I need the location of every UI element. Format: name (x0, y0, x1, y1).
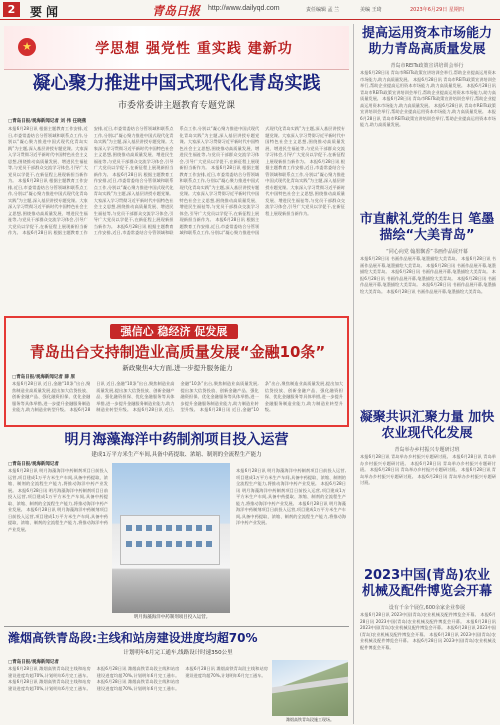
story3-byline: □青岛日报/观海新闻记者 (8, 660, 59, 665)
page-number: 2 (3, 2, 20, 17)
site-url[interactable]: http://www.dailyqd.com (208, 5, 280, 12)
top-banner (4, 26, 349, 70)
feature-byline: □青岛日报/观海新闻记者 薛 原 (12, 375, 76, 380)
sidebar-b-body: 本报6月28日讯 书画作品展开幕,笔墨描绘大美青岛。 本报6月28日讯 书画作品展开幕,笔墨描绘大美青岛。 本报6月28日讯 书画作品展开幕,笔墨描绘大美青岛。 本报6月28日讯 书画作品展开幕,笔墨描绘大美青岛。 本报6月28日讯 书画作品展开幕,笔墨描绘大美青岛。 本报6月28日讯 书画作品展开幕,笔墨描绘大美青岛。 本报6月28日讯 书画作品展开幕,笔墨描绘大美青岛。 本报6月28日讯 书画作品展开幕,笔墨描绘大美青岛。 (360, 256, 496, 294)
banner-slogan: 学思想 强党性 重实践 建新功 (95, 41, 293, 57)
lead-headline: 凝心聚力推进中国式现代化青岛实践 (32, 73, 321, 94)
factory-photo (112, 463, 230, 613)
factory-building (120, 515, 220, 565)
editor: 责任编辑 孟 兰 (306, 7, 340, 13)
lead-subhead: 市委常委讲主题教育专题党课 (117, 101, 235, 111)
bridge-deck (272, 677, 348, 694)
feature-article (4, 316, 349, 427)
column-rule (353, 24, 354, 724)
story3-subhead: 计划明年6月完工通车,线路设计时速350公里 (123, 650, 233, 656)
railway-photo (272, 660, 348, 716)
story2-byline: □青岛日报/观海新闻记者 (8, 462, 59, 467)
sidebar-d-body: 本报6月28日讯 2023中国(青岛)农业机械及配件博览会开幕。 本报6月28日讯 2023中国(青岛)农业机械及配件博览会开幕。 本报6月28日讯 2023中国(青岛)农业机械及配件博览会开幕。 本报6月28日讯 2023中国(青岛)农业机械及配件博览会开幕。 本报6月28日讯 2023中国(青岛)农业机械及配件博览会开幕。 本报6月28日讯 2023中国(青岛)农业机械及配件博览会开幕。 (360, 612, 496, 650)
story3-body: 本报6月28日讯 潍烟高铁青岛段主线和站房建设进度均超70%,计划明年6月完工通车。 本报6月28日讯 潍烟高铁青岛段主线和站房建设进度均超70%,计划明年6月完工通车。 本报6月28日讯 潍烟高铁青岛段主线和站房建设进度均超70%,计划明年6月完工通车。 本报6月28日讯 潍烟高铁青岛段主线和站房建设进度均超70%,计划明年6月完工通车。 本报6月28日讯 潍烟高铁青岛段主线和站房建设进度均超70%,计划明年6月完工通车。 (8, 666, 268, 691)
feature-headline: 青岛出台支持制造业高质量发展“金融10条” (29, 343, 326, 361)
factory-windows (126, 525, 214, 531)
divider (4, 626, 349, 627)
section-name: 要闻 (30, 5, 63, 19)
review: 美编 王琦 (360, 7, 382, 13)
sidebar-c-body: 本报6月28日讯 青岛举办乡村振兴专题研讨班。 本报6月28日讯 青岛举办乡村振兴专题研讨班。 本报6月28日讯 青岛举办乡村振兴专题研讨班。 本报6月28日讯 青岛举办乡村振兴专题研讨班。 本报6月28日讯 青岛举办乡村振兴专题研讨班。 本报6月28日讯 青岛举办乡村振兴专题研讨班。 (360, 454, 496, 485)
sidebar-a-headline: 提高运用资本市场能力 助力青岛高质量发展 (361, 26, 492, 57)
lead-body: 本报6月28日讯 根据主题教育工作安排,近日,市委常委结合分管领域和联系点工作,分别以“凝心聚力推进中国式现代化青岛实践”为主题,深入基层讲授专题党课。大家深入学习贯彻习近平新时代中国特色社会主义思想,围绕推动高质量发展、增进民生福祉等,与党员干部群众交流学习体会,引导广大党员以学促干,在新征程上展现新担当新作为。 本报6月28日讯 根据主题教育工作安排,近日,市委常委结合分管领域和联系点工作,分别以“凝心聚力推进中国式现代化青岛实践”为主题,深入基层讲授专题党课。大家深入学习贯彻习近平新时代中国特色社会主义思想,围绕推动高质量发展、增进民生福祉等,与党员干部群众交流学习体会,引导广大党员以学促干,在新征程上展现新担当新作为。 本报6月28日讯 根据主题教育工作安排,近日,市委常委结合分管领域和联系点工作,分别以“凝心聚力推进中国式现代化青岛实践”为主题,深入基层讲授专题党课。大家深入学习贯彻习近平新时代中国特色社会主义思想,围绕推动高质量发展、增进民生福祉等,与党员干部群众交流学习体会,引导广大党员以学促干,在新征程上展现新担当新作为。 本报6月28日讯 根据主题教育工作安排,近日,市委常委结合分管领域和联系点工作,分别以“凝心聚力推进中国式现代化青岛实践”为主题,深入基层讲授专题党课。大家深入学习贯彻习近平新时代中国特色社会主义思想,围绕推动高质量发展、增进民生福祉等,与党员干部群众交流学习体会,引导广大党员以学促干,在新征程上展现新担当新作为。 本报6月28日讯 根据主题教育工作安排,近日,市委常委结合分管领域和联系点工作,分别以“凝心聚力推进中国式现代化青岛实践”为主题,深入基层讲授专题党课。大家深入学习贯彻习近平新时代中国特色社会主义思想,围绕推动高质量发展、增进民生福祉等,与党员干部群众交流学习体会,引导广大党员以学促干,在新征程上展现新担当新作为。 本报6月28日讯 根据主题教育工作安排,近日,市委常委结合分管领域和联系点工作,分别以“凝心聚力推进中国式现代化青岛实践”为主题,深入基层讲授专题党课。大家深入学习贯彻习近平新时代中国特色社会主义思想,围绕推动高质量发展、增进民生福祉等,与党员干部群众交流学习体会,引导广大党员以学促干,在新征程上展现新担当新作为。 本报6月28日讯 根据主题教育工作安排,近日,市委常委结合分管领域和联系点工作,分别以“凝心聚力推进中国式现代化青岛实践”为主题,深入基层讲授专题党课。大家深入学习贯彻习近平新时代中国特色社会主义思想,围绕推动高质量发展、增进民生福祉等,与党员干部群众交流学习体会,引导广大党员以学促干,在新征程上展现新担当新作为。 本报6月28日讯 根据主题教育工作安排,近日,市委常委结合分管领域和联系点工作,分别以“凝心聚力推进中国式现代化青岛实践”为主题,深入基层讲授专题党课。大家深入学习贯彻习近平新时代中国特色社会主义思想,围绕推动高质量发展、增进民生福祉等,与党员干部群众交流学习体会,引导广大党员以学促干,在新征程上展现新担当新作为。 (8, 126, 345, 235)
story3-headline: 潍烟高铁青岛段:主线和站房建设进度均超70% (8, 631, 258, 645)
masthead (0, 0, 500, 20)
story3-caption: 潍烟高铁青岛段施工现场。 (286, 717, 334, 722)
sidebar-b-headline: 市直献礼党的生日 笔墨描绘“大美青岛” (359, 212, 495, 243)
sidebar-b-sub: “同心向党 翰墨飘香”书画作品展开幕 (386, 249, 468, 255)
sidebar-c-headline: 凝聚共识汇聚力量 加快农业现代化发展 (359, 410, 495, 441)
sidebar-d-headline: 2023中国(青岛)农业机械及配件博览会开幕 (361, 568, 492, 599)
sidebar-c-sub: 青岛举办乡村振兴专题研讨班 (394, 447, 460, 453)
party-emblem-icon: ★ (18, 38, 36, 56)
story2-body-left: 本报6月28日讯 明月海藻海洋中药制剂项目日前投入运营,项目建成1万平方米生产车间,具备中药提取、浓缩、制剂的全流程生产能力,将推动海洋中药产业发展。 本报6月28日讯 明月海藻海洋中药制剂项目日前投入运营,项目建成1万平方米生产车间,具备中药提取、浓缩、制剂的全流程生产能力,将推动海洋中药产业发展。 本报6月28日讯 明月海藻海洋中药制剂项目日前投入运营,项目建成1万平方米生产车间,具备中药提取、浓缩、制剂的全流程生产能力,将推动海洋中药产业发展。 (8, 468, 108, 532)
factory-windows (126, 541, 214, 547)
newspaper-logo: 青岛日报 (152, 4, 201, 18)
sidebar-a-sub: 青岛市REITs政策宣讲培训会举行 (390, 63, 464, 69)
story2-body-right: 本报6月28日讯 明月海藻海洋中药制剂项目日前投入运营,项目建成1万平方米生产车间,具备中药提取、浓缩、制剂的全流程生产能力,将推动海洋中药产业发展。 本报6月28日讯 明月海藻海洋中药制剂项目日前投入运营,项目建成1万平方米生产车间,具备中药提取、浓缩、制剂的全流程生产能力,将推动海洋中药产业发展。 本报6月28日讯 明月海藻海洋中药制剂项目日前投入运营,项目建成1万平方米生产车间,具备中药提取、浓缩、制剂的全流程生产能力,将推动海洋中药产业发展。 (236, 468, 346, 525)
sidebar-d-sub: 设有千余个展位,600余家企业参展 (388, 605, 466, 611)
lead-byline: □青岛日报/观海新闻记者 刘 伟 任晓燕 (8, 119, 87, 124)
feature-body: 本报6月28日讯 近日,金融“10条”出台,聚焦制造业高质量发展,提出加大信贷投放、创新金融产品、强化融资担保、优化金融服务等具体举措,进一步提升金融服务制造业能力,助力制造业转型升级。 本报6月28日讯 近日,金融“10条”出台,聚焦制造业高质量发展,提出加大信贷投放、创新金融产品、强化融资担保、优化金融服务等具体举措,进一步提升金融服务制造业能力,助力制造业转型升级。 本报6月28日讯 近日,金融“10条”出台,聚焦制造业高质量发展,提出加大信贷投放、创新金融产品、强化融资担保、优化金融服务等具体举措,进一步提升金融服务制造业能力,助力制造业转型升级。 本报6月28日讯 近日,金融“10条”出台,聚焦制造业高质量发展,提出加大信贷投放、创新金融产品、强化融资担保、优化金融服务等具体举措,进一步提升金融服务制造业能力,助力制造业转型升级。 (12, 381, 343, 412)
feature-banner: 强信心 稳经济 促发展 (110, 324, 238, 339)
issue-date: 2023年6月29日 星期四 (410, 7, 464, 13)
story2-caption: 明月海藻海洋中药制剂项目投入运营。 (133, 615, 211, 620)
sidebar-a-body: 本报6月28日讯 青岛市REITs政策宣讲培训会举行,帮助企业提高运用资本市场能力,助力高质量发展。 本报6月28日讯 青岛市REITs政策宣讲培训会举行,帮助企业提高运用资本市场能力,助力高质量发展。 本报6月28日讯 青岛市REITs政策宣讲培训会举行,帮助企业提高运用资本市场能力,助力高质量发展。 本报6月28日讯 青岛市REITs政策宣讲培训会举行,帮助企业提高运用资本市场能力,助力高质量发展。 本报6月28日讯 青岛市REITs政策宣讲培训会举行,帮助企业提高运用资本市场能力,助力高质量发展。 本报6月28日讯 青岛市REITs政策宣讲培训会举行,帮助企业提高运用资本市场能力,助力高质量发展。 (360, 70, 496, 127)
story2-subhead: 建成1万平方米生产车间,具备中药提取、浓缩、制剂的全流程生产能力 (91, 452, 262, 458)
story2-headline: 明月海藻海洋中药制剂项目投入运营 (64, 432, 289, 448)
feature-subhead: 新政聚焦4大方面,进一步提升服务能力 (122, 364, 233, 372)
